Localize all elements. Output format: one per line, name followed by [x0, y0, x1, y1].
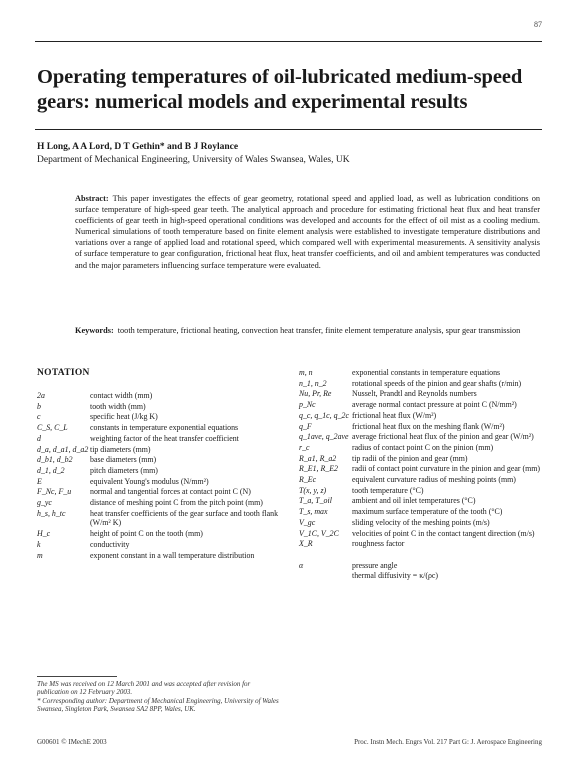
notation-row [299, 475, 544, 485]
notation-row [299, 561, 544, 571]
keywords-label: Keywords: [75, 326, 114, 335]
notation-row [299, 464, 544, 474]
notation-description: exponential constants in temperature equations [352, 368, 501, 377]
header-rule [35, 41, 542, 42]
notation-row [299, 496, 544, 506]
notation-symbol: b [37, 401, 41, 411]
notation-description: frictional heat flux on the meshing flank (W/m²) [352, 421, 505, 431]
notation-row [299, 400, 544, 410]
notation-description: contact width (mm) [90, 391, 153, 400]
notation-row [37, 412, 282, 422]
notation-description: equivalent Young's modulus (N/mm²) [90, 476, 209, 486]
notation-symbol: E [37, 476, 42, 486]
notation-description: base diameters (mm) [90, 455, 157, 465]
notation-symbol: r_c [299, 442, 310, 452]
notation-symbol: α [299, 560, 304, 570]
notation-description: sliding velocity of the meshing points (m/s) [352, 517, 490, 527]
notation-description: velocities of point C in the contact tangent direction (m/s) [352, 528, 535, 538]
footnote-received: The MS was received on 12 March 2001 and was accepted after revision for publication on 12 February 2003. [37, 680, 251, 697]
notation-description: roughness factor [352, 539, 405, 549]
notation-heading: NOTATION [37, 368, 90, 378]
notation-description: conductivity [90, 539, 130, 549]
notation-row [299, 432, 544, 442]
notation-description: distance of meshing point C from the pitch point (mm) [90, 498, 263, 508]
notation-symbol: X_R [299, 539, 313, 549]
title-rule [35, 129, 542, 130]
notation-symbol: d_b1, d_b2 [37, 455, 73, 465]
page-number: 87 [534, 20, 542, 29]
notation-symbol: T(x, y, z) [299, 485, 327, 495]
notation-row [299, 411, 544, 421]
notation-description: average frictional heat flux of the pinion and gear (W/m²) [352, 432, 534, 442]
notation-description: normal and tangential forces at contact point C (N) [90, 487, 251, 497]
notation-description: constants in temperature exponential equations [90, 423, 239, 433]
notation-description: tip radii of the pinion and gear (mm) [352, 453, 468, 463]
notation-row [299, 389, 544, 399]
notation-description: weighting factor of the heat transfer coefficient [90, 433, 239, 443]
notation-description: maximum surface temperature of the tooth (°C) [352, 507, 503, 517]
notation-symbol [299, 571, 352, 581]
notation-left-column [37, 391, 282, 561]
footnote-corresponding: * Corresponding author: Department of Mechanical Engineering, University of Wales Swansea, Singleton Park, Swansea SA2 8PP, Wales, UK. [37, 696, 279, 714]
notation-row [37, 423, 282, 433]
notation-row [37, 445, 282, 455]
notation-description [352, 550, 544, 560]
notation-description: heat transfer coefficients of the gear surface and tooth flank (W/m² K) [90, 508, 279, 528]
notation-symbol: n_1, n_2 [299, 378, 327, 388]
notation-symbol: h_s, h_tc [37, 508, 66, 518]
notation-description: height of point C on the tooth (mm) [90, 529, 203, 539]
notation-description: radii of contact point curvature in the pinion and gear (mm) [352, 464, 540, 474]
abstract [75, 193, 540, 271]
notation-symbol: F_Nc, F_u [37, 487, 72, 497]
notation-row [37, 551, 282, 561]
notation-symbol: q_F [299, 421, 312, 431]
notation-row [37, 455, 282, 465]
notation-row [299, 422, 544, 432]
notation-description: tooth width (mm) [90, 401, 146, 411]
notation-row [37, 391, 282, 401]
notation-symbol: d_1, d_2 [37, 465, 65, 475]
notation-description: pitch diameters (mm) [90, 465, 158, 475]
notation-symbol: T_a, T_oil [299, 496, 332, 506]
notation-description: thermal diffusivity = κ/(ρc) [352, 571, 439, 581]
notation-row [299, 486, 544, 496]
notation-symbol: k [37, 539, 41, 549]
notation-row [37, 434, 282, 444]
notation-description: tip diameters (mm) [90, 444, 151, 454]
notation-symbol: R_Ec [299, 475, 317, 485]
notation-row [37, 487, 282, 497]
notation-symbol: q_1ave, q_2ave [299, 432, 349, 442]
notation-description: specific heat (J/kg K) [90, 412, 158, 422]
notation-symbol: V_1C, V_2C [299, 528, 339, 538]
notation-symbol: R_E1, R_E2 [299, 464, 339, 474]
notation-row [299, 454, 544, 464]
notation-description: rotational speeds of the pinion and gear shafts (r/min) [352, 378, 522, 388]
notation-symbol: m, n [299, 368, 313, 377]
notation-row [299, 443, 544, 453]
notation-description: equivalent curvature radius of meshing points (mm) [352, 475, 516, 485]
notation-description: radius of contact point C on the pinion (mm) [352, 442, 494, 452]
notation-symbol: 2a [37, 391, 45, 400]
notation-symbol: T_s, max [299, 507, 328, 517]
notation-right-column [299, 368, 544, 582]
notation-symbol: d_a, d_a1, d_a2 [37, 444, 89, 454]
notation-row [37, 529, 282, 539]
notation-description: tooth temperature (°C) [352, 485, 424, 495]
notation-symbol: c [37, 412, 41, 422]
footer-left: G00601 © IMechE 2003 [37, 738, 107, 746]
notation-row [299, 571, 544, 581]
footnote-rule [37, 676, 117, 677]
keywords-text: tooth temperature, frictional heating, convection heat transfer, finite element temperature analysis, spur gear transmission [117, 326, 521, 335]
notation-symbol: H_c [37, 529, 51, 539]
footnote [37, 680, 282, 714]
footer-right: Proc. Instn Mech. Engrs Vol. 217 Part G: J. Aerospace Engineering [354, 738, 542, 746]
paper-title: Operating temperatures of oil-lubricated medium-speed gears: numerical models and experimental results [37, 66, 523, 113]
notation-description: exponent constant in a wall temperature distribution [90, 550, 255, 560]
notation-description: average normal contact pressure at point C (N/mm²) [352, 400, 517, 410]
notation-row [299, 539, 544, 549]
notation-symbol: V_gc [299, 517, 316, 527]
notation-row [299, 518, 544, 528]
notation-symbol: C_S, C_L [37, 423, 68, 433]
notation-symbol: p_Nc [299, 400, 316, 410]
notation-row [37, 509, 282, 528]
notation-description: Nusselt, Prandtl and Reynolds numbers [352, 389, 477, 399]
abstract-label: Abstract: [75, 194, 109, 203]
notation-description: pressure angle [352, 560, 398, 570]
notation-symbol: d [37, 433, 41, 443]
notation-symbol: R_a1, R_a2 [299, 453, 337, 463]
notation-symbol: Nu, Pr, Re [299, 389, 332, 399]
notation-symbol [299, 550, 352, 560]
notation-row [37, 402, 282, 412]
notation-description: ambient and oil inlet temperatures (°C) [352, 496, 476, 506]
notation-row [299, 550, 544, 560]
notation-row [37, 540, 282, 550]
notation-row [299, 368, 544, 378]
notation-row [299, 507, 544, 517]
notation-row [37, 498, 282, 508]
notation-row [299, 379, 544, 389]
affiliation: Department of Mechanical Engineering, University of Wales Swansea, Wales, UK [37, 155, 350, 165]
notation-symbol: g_yc [37, 498, 52, 508]
notation-row [37, 477, 282, 487]
notation-symbol: m [37, 550, 43, 560]
keywords [75, 325, 540, 336]
notation-symbol: q_c, q_1c, q_2c [299, 410, 349, 420]
authors: H Long, A A Lord, D T Gethin* and B J Roylance [37, 142, 239, 152]
notation-description: frictional heat flux (W/m²) [352, 410, 437, 420]
abstract-text: This paper investigates the effects of gear geometry, rotational speed and applied load, as well as lubrication conditions on surface temperature of high-speed gear teeth. The analytical approach and procedure for estimating frictional heat flux and heat transfer coefficients of gear teeth in high-speed operational conditions was developed and accounts for the effect of oil mist as a cooling medium. Numerical simulations of tooth temperature based on finite element analysis were established to investigate temperature distributions and variations over a range of applied load and rotational speed, which compared well with experimental measurements. A sensitivity analysis of surface temperature to gear configuration, frictional heat flux, heat transfer coefficients, and oil and ambient temperatures was conducted and the major parameters influencing surface temperature were evaluated. [75, 194, 540, 270]
notation-row [299, 529, 544, 539]
notation-row [37, 466, 282, 476]
